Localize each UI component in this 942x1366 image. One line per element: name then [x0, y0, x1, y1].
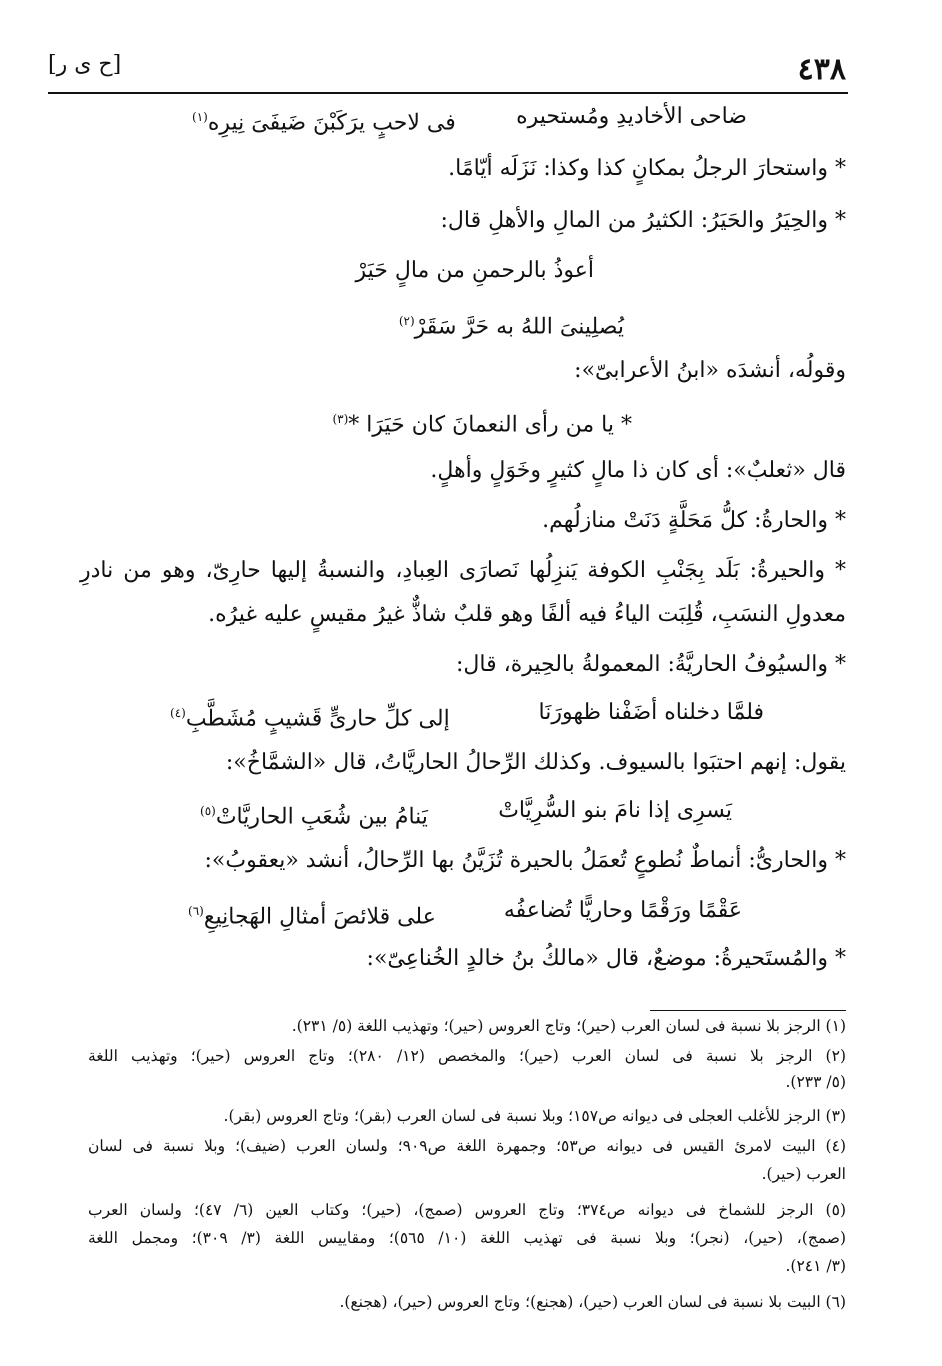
footnote-4-line-2: العرب (حير).: [761, 1165, 846, 1183]
footnote-5-line-1: (٥) الرجز للشماخ فى ديوانه ص٣٧٤؛ وتاج العروس (صمج)، (حير)؛ وكتاب العين (٦/ ٤٧)؛ ولسان العرب: [88, 1201, 846, 1219]
paragraph-haari: * والحارىُّ: أنماطٌ نُطوعٍ تُعمَلُ بالحيرة تُزَيَّنُ بها الرِّحالُ، أنشد «يعقوبُ»:: [204, 848, 846, 873]
verse-4-second-hemistich: [170, 698, 450, 734]
footnote-mark-3: (٣): [332, 412, 349, 426]
footnote-mark-5: (٥): [200, 804, 216, 818]
paragraph-istihar: * واستحارَ الرجلُ بمكانٍ كذا وكذا: نَزَلَه أيّامًا.: [448, 156, 846, 181]
footnote-4-line-1: (٤) البيت لامرئ القيس فى ديوانه ص٥٣؛ وجمهرة اللغة ص٩٠٩؛ ولسان العرب (ضيف)؛ وبلا نسبة فى لسان: [88, 1137, 846, 1155]
footnote-3: (٣) الرجز للأغلب العجلى فى ديوانه ص١٥٧؛ وبلا نسبة فى لسان العرب (بقر)؛ وتاج العروس (بقر).: [223, 1107, 846, 1125]
footnote-6: (٦) البيت بلا نسبة فى لسان العرب (حير)، (هجنع)؛ وتاج العروس (حير)، (هجنع).: [339, 1293, 846, 1311]
paragraph-thalab: قال «ثعلبٌ»: أى كان ذا مالٍ كثيرٍ وخَوَلٍ وأهلٍ.: [430, 458, 846, 483]
paragraph-mustahira: * والمُستَحيرةُ: موضعٌ، قال «مالكُ بنُ خالدٍ الخُناعِىّ»:: [366, 946, 846, 971]
verse-5-second-text: يَنامُ بين شُعَبِ الحاريَّاتْ: [215, 804, 428, 830]
rajaz-1-line-a: أعوذُ بالرحمنِ من مالٍ حَيَرْ: [355, 258, 594, 283]
paragraph-hair: * والحِيَرُ والحَيَرُ: الكثيرُ من المالِ والأهلِ قال:: [440, 208, 846, 233]
footnote-separator: [650, 1010, 846, 1011]
root-letters-header: [ح ى ر]: [48, 52, 122, 77]
footnote-2-line-1: (٢) الرجز بلا نسبة فى لسان العرب (حير)؛ والمخصص (١٢/ ٢٨٠)؛ وتاج العروس (حير)؛ وتهذيب اللغة: [88, 1047, 846, 1065]
verse-4-first-hemistich: فلمَّا دخلناه أضَفْنا ظهورَنَا: [538, 700, 764, 725]
footnote-1: (١) الرجز بلا نسبة فى لسان العرب (حير)؛ وتاج العروس (حير)؛ وتهذيب اللغة (٥/ ٢٣١).: [291, 1017, 846, 1035]
page-number: ٤٣٨: [797, 52, 846, 87]
verse-1-first-hemistich: ضاحى الأخاديدِ ومُستحيره: [516, 104, 747, 129]
footnote-2-line-2: (٥/ ٢٣٣).: [785, 1073, 846, 1091]
verse-1-second-text: فى لاحبٍ يرَكَبْنَ ضَيفَىَ نِيرِه: [207, 110, 456, 136]
verse-6-second-text: على قلائصَ أمثالِ الهَجانِيعِ: [203, 904, 436, 930]
rajaz-1-line-b: [399, 306, 624, 342]
header-rule: [48, 92, 848, 94]
verse-6-second-hemistich: [188, 896, 436, 932]
footnote-mark-6: (٦): [188, 904, 204, 918]
footnote-5-line-2: (صمج)، (حير)، (نجر)؛ وبلا نسبة فى تهذيب اللغة (١٠/ ٥٦٥)؛ ومقاييس اللغة (٣/ ٣٠٩)؛ ومجمل اللغة: [88, 1229, 846, 1247]
footnote-mark-2: (٢): [398, 314, 415, 328]
rajaz-2-line: [332, 404, 632, 440]
verse-5-first-hemistich: يَسرِى إذا نامَ بنو السُّرِيَّاتْ: [498, 798, 732, 823]
footnote-5-line-3: (٣/ ٢٤١).: [785, 1257, 846, 1275]
rajaz-2-text: * يا من رأى النعمانَ كان حَيَرَا *: [348, 412, 632, 438]
footnote-mark-1: (١): [192, 110, 208, 124]
paragraph-hira-line-1: * والحيرةُ: بَلَد بِجَنْبِ الكوفة يَنزِلُها نَصارَى العِبادِ، والنسبةُ إليها حارِىّ، وهو من نادرِ: [80, 558, 846, 583]
verse-1-second-hemistich: [192, 102, 456, 138]
paragraph-suyuf: * والسيُوفُ الحاريَّةُ: المعمولةُ بالحِيرة، قال:: [456, 652, 846, 677]
paragraph-hira-line-2: معدولِ النسَبِ، قُلِبَت الياءُ فيه ألفًا وهو قلبٌ شاذٌّ غيرُ مقيسٍ عليه غيرُه.: [208, 602, 846, 627]
paragraph-haara: * والحارةُ: كلُّ مَحَلَّةٍ دَنَتْ منازلُهم.: [542, 508, 846, 533]
verse-5-second-hemistich: [200, 796, 428, 832]
footnote-mark-4: (٤): [170, 706, 186, 720]
verse-6-first-hemistich: عَقْمًا ورَقْمًا وحاريًّا تُضاعفُه: [503, 898, 742, 923]
paragraph-yaqul: يقول: إنهم احتبَوا بالسيوف. وكذلك الرِّحالُ الحاريَّاتُ، قال «الشمَّاخُ»:: [225, 750, 846, 775]
paragraph-qawluh: وقولُه، أنشدَه «ابنُ الأعرابىّ»:: [574, 358, 846, 383]
verse-4-second-text: إلى كلِّ حارىٍّ قَشيبٍ مُشَطَّبِ: [185, 706, 450, 732]
rajaz-1-line-b-text: يُصلِينىَ اللهُ به حَرَّ سَقَرْ: [414, 314, 624, 340]
